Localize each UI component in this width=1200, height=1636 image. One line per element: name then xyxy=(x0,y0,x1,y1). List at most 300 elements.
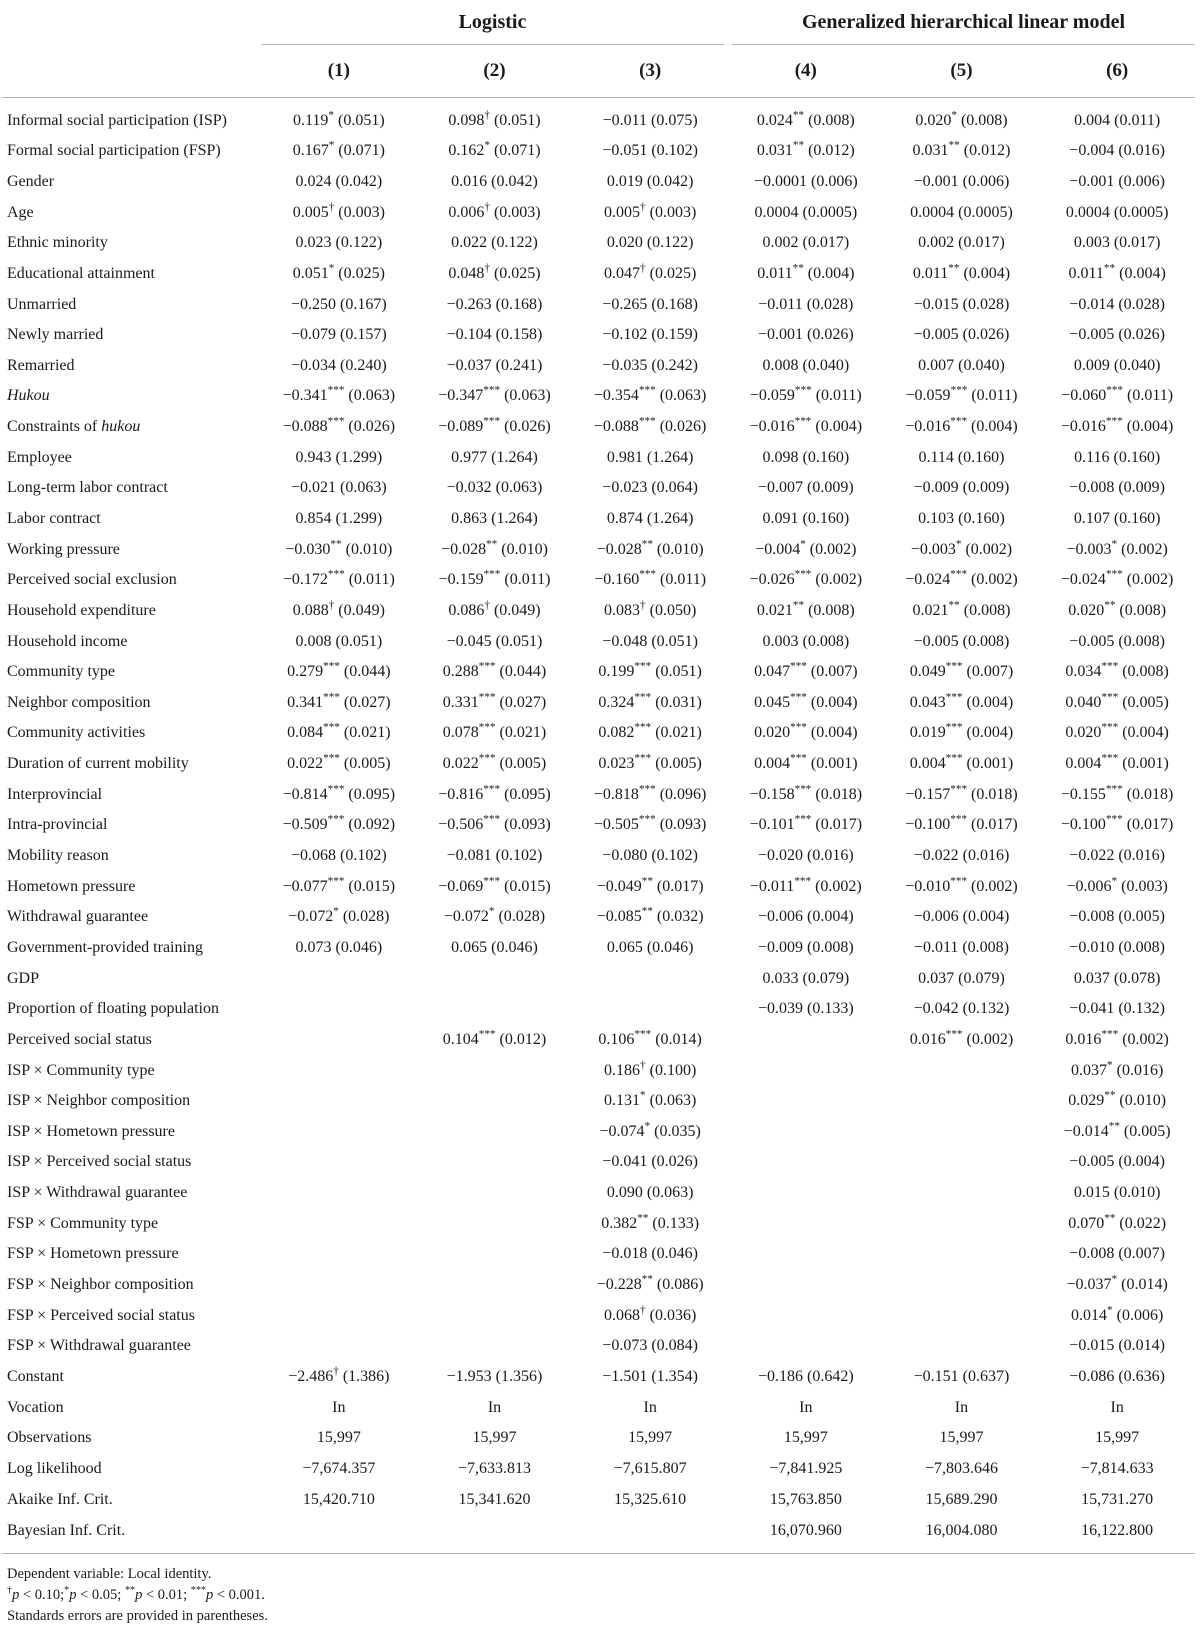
row-label xyxy=(2,442,261,473)
row-label-text: Proportion of floating population xyxy=(7,1000,219,1018)
cell-model-6: 0.107 (0.160) xyxy=(1073,510,1161,527)
cell-model-3: −0.102 (0.159) xyxy=(602,326,698,344)
cell-model-5: 15,689.290 xyxy=(925,1490,998,1508)
cell-model-5: −0.100*** (0.017) xyxy=(905,814,1018,834)
cell-model-1 xyxy=(261,1178,417,1209)
cell-model-1: 0.854 (1.299) xyxy=(295,510,383,527)
cell-model-6: 0.029** (0.010) xyxy=(1068,1089,1167,1110)
table-row xyxy=(2,1270,1195,1301)
cell-model-4: 0.011** (0.004) xyxy=(757,262,855,282)
cell-model-6: −0.010 (0.008) xyxy=(1069,938,1165,956)
cell-model-1: −0.068 (0.102) xyxy=(290,847,387,865)
cell-model-2: −0.028** (0.010) xyxy=(441,538,548,558)
cell-model-6: 0.037 (0.078) xyxy=(1073,969,1161,987)
cell-model-5: 0.021** (0.008) xyxy=(912,599,1011,619)
cell-model-6: In xyxy=(1110,1398,1124,1416)
column-number-row xyxy=(2,45,1195,98)
table-row xyxy=(2,1239,1195,1270)
cell-model-3: 0.082*** (0.021) xyxy=(598,722,702,742)
cell-model-5: −0.009 (0.009) xyxy=(913,479,1010,497)
row-label xyxy=(2,1515,261,1554)
table-row xyxy=(2,228,1195,259)
cell-model-6: −0.008 (0.007) xyxy=(1069,1245,1165,1263)
cell-model-1 xyxy=(261,1239,417,1270)
cell-model-2: 0.078*** (0.021) xyxy=(442,722,547,742)
cell-model-2: −0.104 (0.158) xyxy=(446,326,543,344)
row-label-text: Duration of current mobility xyxy=(7,755,189,773)
cell-model-3: 0.106*** (0.014) xyxy=(598,1028,702,1048)
cell-model-3: −0.041 (0.026) xyxy=(602,1153,698,1171)
cell-model-3: 0.186† (0.100) xyxy=(604,1059,697,1079)
table-row xyxy=(2,136,1195,167)
row-label-text: Intra-provincial xyxy=(7,816,108,834)
table-row xyxy=(2,596,1195,627)
cell-model-6: −0.037* (0.014) xyxy=(1066,1273,1168,1294)
cell-model-1: 0.088† (0.049) xyxy=(292,599,385,619)
cell-model-2: 0.048† (0.025) xyxy=(448,262,541,282)
table-row xyxy=(2,442,1195,473)
cell-model-4: −0.039 (0.133) xyxy=(757,1000,854,1018)
table-row xyxy=(2,657,1195,688)
table-row xyxy=(2,350,1195,381)
table-row xyxy=(2,320,1195,351)
cell-model-1 xyxy=(261,963,417,994)
cell-model-1: −2.486† (1.386) xyxy=(288,1365,390,1385)
row-label xyxy=(2,1055,261,1086)
table-row xyxy=(2,412,1195,443)
row-label-text: Community type xyxy=(7,663,115,681)
row-label xyxy=(2,626,261,657)
cell-model-4 xyxy=(728,1086,884,1117)
row-label-text: Perceived social exclusion xyxy=(7,571,177,589)
row-label xyxy=(2,963,261,994)
row-label-text: Constant xyxy=(7,1367,64,1385)
column-header-1: (1) xyxy=(261,45,417,98)
cell-model-6: 0.070** (0.022) xyxy=(1068,1212,1167,1232)
cell-model-1: −0.172*** (0.011) xyxy=(282,568,395,589)
cell-model-4: −0.016*** (0.004) xyxy=(749,415,863,436)
cell-model-2 xyxy=(417,1086,573,1117)
cell-model-4: 0.020*** (0.004) xyxy=(754,722,858,742)
row-label-text: FSP × Neighbor composition xyxy=(7,1276,194,1294)
row-label-text: Interprovincial xyxy=(7,785,103,803)
row-label xyxy=(2,98,261,137)
cell-model-2: −0.037 (0.241) xyxy=(446,356,543,374)
cell-model-4: −0.009 (0.008) xyxy=(757,938,854,956)
cell-model-2: 15,997 xyxy=(472,1429,517,1447)
cell-model-3 xyxy=(572,994,728,1025)
cell-model-6: 0.011** (0.004) xyxy=(1068,262,1166,282)
cell-model-3: 0.324*** (0.031) xyxy=(598,691,702,711)
cell-model-1: 0.279*** (0.044) xyxy=(287,660,391,681)
cell-model-3: 0.382** (0.133) xyxy=(601,1212,700,1232)
cell-model-1: 0.051* (0.025) xyxy=(292,262,385,282)
cell-model-4: 0.045*** (0.004) xyxy=(754,691,858,711)
cell-model-2: 0.331*** (0.027) xyxy=(442,691,547,711)
row-label-text: FSP × Hometown pressure xyxy=(7,1245,179,1263)
row-label xyxy=(2,1086,261,1117)
cell-model-1 xyxy=(261,1515,417,1554)
row-label xyxy=(2,1147,261,1178)
row-label-text: Unmarried xyxy=(7,295,77,313)
cell-model-5: −0.016*** (0.004) xyxy=(905,415,1018,436)
cell-model-6: 16,122.800 xyxy=(1039,1515,1195,1554)
cell-model-6: −0.022 (0.016) xyxy=(1069,847,1165,865)
cell-model-2 xyxy=(417,1117,573,1148)
cell-model-1: 0.023 (0.122) xyxy=(295,234,383,252)
cell-model-1: 0.341*** (0.027) xyxy=(287,691,391,711)
cell-model-4: −0.0001 (0.006) xyxy=(753,172,858,190)
cell-model-3: 0.874 (1.264) xyxy=(606,510,694,527)
cell-model-3: −0.018 (0.046) xyxy=(602,1245,698,1263)
cell-model-1: 0.073 (0.046) xyxy=(295,938,383,956)
cell-model-4: 0.004*** (0.001) xyxy=(754,752,858,773)
cell-model-6: −0.006* (0.003) xyxy=(1066,875,1168,895)
cell-model-3: 0.019 (0.042) xyxy=(606,172,694,190)
note-significance-levels: †p < 0.10;*p < 0.05; **p < 0.01; ***p < 0.001. xyxy=(7,1585,265,1603)
cell-model-3: 0.020 (0.122) xyxy=(606,234,694,252)
cell-model-1: −0.250 (0.167) xyxy=(290,295,387,313)
cell-model-5: −0.005 (0.026) xyxy=(913,326,1010,344)
table-row xyxy=(2,1086,1195,1117)
cell-model-1: −0.021 (0.063) xyxy=(290,479,387,497)
cell-model-1: −0.814*** (0.095) xyxy=(282,783,396,803)
row-label xyxy=(2,320,261,351)
cell-model-1 xyxy=(261,1117,417,1148)
cell-model-2: −0.069*** (0.015) xyxy=(438,875,551,895)
cell-model-4: −0.101*** (0.017) xyxy=(749,814,863,834)
row-label xyxy=(2,994,261,1025)
table-row xyxy=(2,98,1195,137)
cell-model-1: 0.084*** (0.021) xyxy=(287,722,391,742)
cell-model-2: 0.022*** (0.005) xyxy=(442,752,547,773)
cell-model-6: −0.015 (0.014) xyxy=(1069,1337,1165,1355)
table-row xyxy=(2,688,1195,719)
row-label xyxy=(2,1300,261,1331)
cell-model-6: −0.001 (0.006) xyxy=(1069,172,1165,190)
row-label-text: Observations xyxy=(7,1429,92,1447)
cell-model-4: −0.006 (0.004) xyxy=(757,908,854,926)
table-row xyxy=(2,473,1195,504)
cell-model-2: −0.159*** (0.011) xyxy=(438,568,551,589)
row-label xyxy=(2,1484,261,1515)
row-label-text: Neighbor composition xyxy=(7,693,151,711)
cell-model-1: −0.088*** (0.026) xyxy=(282,415,396,436)
cell-model-5: −0.042 (0.132) xyxy=(913,1000,1010,1018)
cell-model-2: 0.016 (0.042) xyxy=(451,172,538,190)
cell-model-4 xyxy=(728,1117,884,1148)
row-label xyxy=(2,473,261,504)
row-label-text: Informal social participation (ISP) xyxy=(7,112,227,129)
cell-model-6: −0.005 (0.004) xyxy=(1069,1153,1165,1171)
cell-model-2 xyxy=(417,1515,573,1554)
row-label xyxy=(2,197,261,228)
cell-model-3: 0.005† (0.003) xyxy=(604,201,697,221)
cell-model-6: −0.086 (0.636) xyxy=(1069,1367,1165,1385)
cell-model-3: 15,997 xyxy=(628,1429,673,1447)
row-label xyxy=(2,504,261,535)
table-row xyxy=(2,1515,1195,1554)
cell-model-5 xyxy=(884,1117,1040,1148)
cell-model-6: 0.004 (0.011) xyxy=(1074,112,1161,129)
cell-model-4: −7,841.925 xyxy=(769,1459,843,1477)
cell-model-6: 0.034*** (0.008) xyxy=(1065,660,1169,681)
column-header-3: (3) xyxy=(572,45,728,98)
cell-model-5: −0.015 (0.028) xyxy=(913,295,1010,313)
table-row xyxy=(2,841,1195,872)
table-row xyxy=(2,1484,1195,1515)
row-label xyxy=(2,381,261,412)
cell-model-3 xyxy=(572,963,728,994)
cell-model-5 xyxy=(884,1178,1040,1209)
cell-model-4: In xyxy=(799,1398,813,1416)
cell-model-4 xyxy=(728,1025,884,1056)
cell-model-5: 0.0004 (0.0005) xyxy=(910,203,1013,221)
cell-model-5: −0.006 (0.004) xyxy=(913,908,1010,926)
cell-model-2: In xyxy=(487,1398,502,1416)
cell-model-6: −0.008 (0.009) xyxy=(1069,479,1165,497)
cell-model-2: −0.506*** (0.093) xyxy=(438,814,551,834)
table-row xyxy=(2,381,1195,412)
cell-model-3: −0.818*** (0.096) xyxy=(593,783,707,803)
cell-model-3: −0.011 (0.075) xyxy=(602,112,698,129)
cell-model-2: 0.098† (0.051) xyxy=(448,109,541,129)
cell-model-1: 15,997 xyxy=(316,1429,361,1447)
cell-model-5: 0.016*** (0.002) xyxy=(909,1028,1014,1048)
cell-model-2: −0.045 (0.051) xyxy=(446,632,543,650)
cell-model-6: 0.116 (0.160) xyxy=(1074,448,1161,466)
cell-model-5: 0.011** (0.004) xyxy=(912,262,1011,282)
table-row xyxy=(2,1423,1195,1454)
cell-model-2: −0.347*** (0.063) xyxy=(438,385,551,405)
row-label xyxy=(2,1208,261,1239)
cell-model-6: 0.015 (0.010) xyxy=(1073,1184,1161,1202)
cell-model-5: −0.010*** (0.002) xyxy=(905,875,1018,895)
table-row xyxy=(2,197,1195,228)
cell-model-4: 15,997 xyxy=(783,1429,828,1447)
cell-model-5: 15,997 xyxy=(939,1429,984,1447)
row-label-text: Household income xyxy=(7,632,128,650)
row-label-text: Perceived social status xyxy=(7,1030,152,1048)
cell-model-3: −0.073 (0.084) xyxy=(602,1337,698,1355)
cell-model-5: −0.024*** (0.002) xyxy=(905,568,1018,589)
row-label-text: Educational attainment xyxy=(7,264,155,282)
table-row xyxy=(2,1331,1195,1362)
cell-model-3 xyxy=(572,1515,728,1554)
cell-model-2: 0.977 (1.264) xyxy=(451,448,538,466)
header-blank-cell xyxy=(2,45,261,98)
cell-model-1 xyxy=(261,1147,417,1178)
row-label xyxy=(2,412,261,443)
cell-model-2: −0.089*** (0.026) xyxy=(438,415,551,436)
cell-model-2: −0.816*** (0.095) xyxy=(438,783,551,803)
cell-model-4: 0.031** (0.012) xyxy=(756,139,855,160)
cell-model-2 xyxy=(417,1331,573,1362)
cell-model-4: −0.011*** (0.002) xyxy=(749,875,862,895)
cell-model-6: 0.020** (0.008) xyxy=(1068,599,1167,619)
cell-model-3: 0.090 (0.063) xyxy=(606,1184,694,1202)
cell-model-4 xyxy=(728,1300,884,1331)
row-label xyxy=(2,871,261,902)
cell-model-5 xyxy=(884,1086,1040,1117)
cell-model-2: 0.863 (1.264) xyxy=(451,510,538,527)
cell-model-5: −0.011 (0.008) xyxy=(913,938,1010,956)
cell-model-1: −0.034 (0.240) xyxy=(290,356,387,374)
table-row xyxy=(2,1208,1195,1239)
cell-model-5: −7,803.646 xyxy=(924,1459,998,1477)
cell-model-6: −0.155*** (0.018) xyxy=(1060,783,1174,803)
cell-model-3: −0.074* (0.035) xyxy=(599,1120,701,1140)
cell-model-5: 0.043*** (0.004) xyxy=(909,691,1014,711)
cell-model-4: 16,070.960 xyxy=(728,1515,884,1554)
cell-model-4 xyxy=(728,1178,884,1209)
cell-model-6: 15,731.270 xyxy=(1081,1490,1154,1508)
cell-model-4: 0.008 (0.040) xyxy=(762,356,850,374)
cell-model-4: 0.047*** (0.007) xyxy=(754,660,858,681)
cell-model-3: 15,325.610 xyxy=(614,1490,687,1508)
cell-model-4 xyxy=(728,1331,884,1362)
cell-model-4: 0.021** (0.008) xyxy=(756,599,855,619)
cell-model-2: 15,341.620 xyxy=(458,1490,531,1508)
table-row xyxy=(2,933,1195,964)
row-label-text: Bayesian Inf. Crit. xyxy=(7,1521,126,1539)
row-label-text: ISP × Community type xyxy=(7,1061,155,1079)
cell-model-3: 0.131* (0.063) xyxy=(604,1089,697,1110)
cell-model-5: 0.019*** (0.004) xyxy=(909,722,1014,742)
row-label-text: Log likelihood xyxy=(7,1459,102,1477)
cell-model-1: 15,420.710 xyxy=(302,1490,375,1508)
cell-model-2 xyxy=(417,1270,573,1301)
cell-model-6: −0.100*** (0.017) xyxy=(1060,814,1174,834)
cell-model-3: −1.501 (1.354) xyxy=(602,1367,698,1385)
row-label xyxy=(2,1392,261,1423)
table-row xyxy=(2,1392,1195,1423)
cell-model-6: −0.005 (0.026) xyxy=(1069,326,1165,344)
cell-model-2: −1.953 (1.356) xyxy=(446,1367,543,1385)
cell-model-3: −0.051 (0.102) xyxy=(602,142,698,160)
row-label-text: Household expenditure xyxy=(7,601,156,619)
row-label-text: ISP × Neighbor composition xyxy=(7,1092,191,1110)
table-row xyxy=(2,504,1195,535)
cell-model-1: In xyxy=(332,1398,346,1416)
cell-model-5: −0.151 (0.637) xyxy=(913,1367,1010,1385)
table-row xyxy=(2,1055,1195,1086)
table-row xyxy=(2,1147,1195,1178)
regression-table xyxy=(2,0,1195,1554)
row-label xyxy=(2,1362,261,1393)
row-label xyxy=(2,902,261,933)
table-row xyxy=(2,963,1195,994)
cell-model-3: 0.068† (0.036) xyxy=(604,1304,697,1324)
row-label-text: ISP × Hometown pressure xyxy=(7,1122,175,1140)
row-label-text: Newly married xyxy=(7,326,104,344)
cell-model-3: −0.023 (0.064) xyxy=(602,479,698,497)
cell-model-5 xyxy=(884,1147,1040,1178)
table-row xyxy=(2,289,1195,320)
table-row xyxy=(2,779,1195,810)
row-label-text: Remarried xyxy=(7,356,75,374)
cell-model-5: 0.103 (0.160) xyxy=(918,510,1005,527)
row-label-text: Formal social participation (FSP) xyxy=(7,142,221,160)
cell-model-6: 15,997 xyxy=(1095,1429,1140,1447)
row-label xyxy=(2,534,261,565)
cell-model-4: 0.091 (0.160) xyxy=(762,510,850,527)
cell-model-1: 0.943 (1.299) xyxy=(295,448,383,466)
cell-model-1 xyxy=(261,994,417,1025)
row-label-text: Vocation xyxy=(7,1398,64,1416)
cell-model-5: 0.007 (0.040) xyxy=(918,356,1005,374)
cell-model-1: 0.167* (0.071) xyxy=(292,139,385,160)
cell-model-6: 0.037* (0.016) xyxy=(1071,1059,1164,1079)
row-label-italic-text: hukou xyxy=(101,418,141,436)
cell-model-6: −0.016*** (0.004) xyxy=(1060,415,1174,436)
cell-model-6: −0.041 (0.132) xyxy=(1069,1000,1165,1018)
cell-model-3: −0.048 (0.051) xyxy=(602,632,698,650)
table-row xyxy=(2,534,1195,565)
row-label-text: GDP xyxy=(7,969,40,987)
cell-model-3: 0.981 (1.264) xyxy=(606,448,694,466)
row-label xyxy=(2,933,261,964)
cell-model-6: 0.014* (0.006) xyxy=(1071,1304,1164,1324)
cell-model-4 xyxy=(728,1270,884,1301)
cell-model-5 xyxy=(884,1239,1040,1270)
cell-model-1 xyxy=(261,1331,417,1362)
row-label-text: Long-term labor contract xyxy=(7,479,168,497)
cell-model-2 xyxy=(417,994,573,1025)
cell-model-5: −0.003* (0.002) xyxy=(910,538,1013,558)
cell-model-4: −0.011 (0.028) xyxy=(758,295,854,313)
row-label-text: Age xyxy=(7,203,34,221)
table-body xyxy=(2,98,1195,1554)
cell-model-6: −0.014** (0.005) xyxy=(1063,1120,1171,1140)
cell-model-2: 0.104*** (0.012) xyxy=(442,1028,547,1048)
model-group-header-row xyxy=(2,0,1195,45)
table-row xyxy=(2,1117,1195,1148)
row-label xyxy=(2,1454,261,1485)
cell-model-2: 0.288*** (0.044) xyxy=(442,660,547,681)
cell-model-4: −0.004* (0.002) xyxy=(755,538,857,558)
cell-model-1 xyxy=(261,1086,417,1117)
cell-model-5: 0.037 (0.079) xyxy=(918,969,1005,987)
cell-model-6: 0.003 (0.017) xyxy=(1073,234,1161,252)
table-notes xyxy=(7,1564,1200,1627)
cell-model-1 xyxy=(261,1055,417,1086)
cell-model-2: −0.263 (0.168) xyxy=(446,295,543,313)
row-label xyxy=(2,841,261,872)
cell-model-2 xyxy=(417,1147,573,1178)
cell-model-3: −0.088*** (0.026) xyxy=(593,415,707,436)
cell-model-1 xyxy=(261,1300,417,1331)
cell-model-2: 0.022 (0.122) xyxy=(451,234,538,252)
row-label xyxy=(2,167,261,198)
row-label-text: Constraints of xyxy=(7,418,102,436)
row-label-text: ISP × Withdrawal guarantee xyxy=(7,1184,188,1202)
table-row xyxy=(2,626,1195,657)
cell-model-6: −7,814.633 xyxy=(1080,1459,1154,1477)
note-dependent-variable: Dependent variable: Local identity. xyxy=(7,1565,212,1582)
row-label xyxy=(2,1025,261,1056)
cell-model-3: −0.085** (0.032) xyxy=(596,906,704,926)
row-label-text: Withdrawal guarantee xyxy=(7,908,149,926)
cell-model-6: 0.016*** (0.002) xyxy=(1065,1028,1169,1048)
cell-model-6: 0.009 (0.040) xyxy=(1073,356,1161,374)
table-row xyxy=(2,259,1195,290)
cell-model-1: −0.341*** (0.063) xyxy=(282,385,396,405)
cell-model-2 xyxy=(417,963,573,994)
cell-model-5: −0.005 (0.008) xyxy=(913,632,1010,650)
cell-model-4 xyxy=(728,1208,884,1239)
cell-model-1: −0.072* (0.028) xyxy=(288,906,390,926)
